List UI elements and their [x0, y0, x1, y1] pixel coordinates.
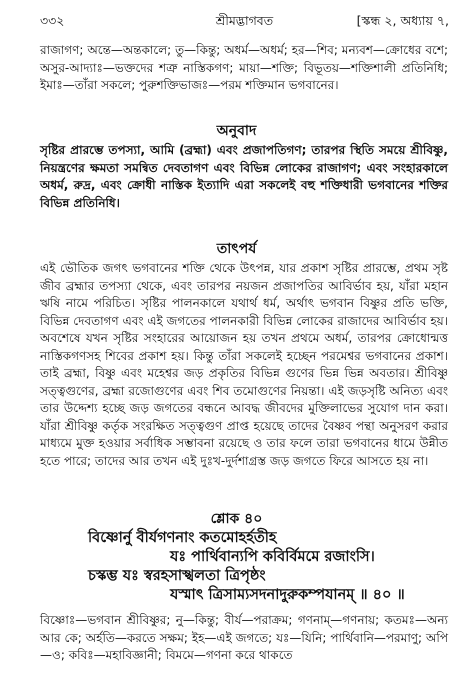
word-meaning-top: রাজাগণ; অন্তে—অন্তকালে; তু—কিন্তু; অধর্ম—অধর্ম; হর—শিব; মন্যবশ—ক্রোধের বশে; অসুর-আদ্যাঃ—ভক্তদের শত্রু নাস্তিকগণ; মায়া—শক্তি; বিভূতয়—শক্তিশালী প্রতিনিধি; ইমাঃ—তাঁরা সকলে; পুরুশক্তিভাজঃ—পরম শক্তিমান ভগবানের।	[40, 43, 448, 92]
word-meaning-bottom: বিষ্ণোঃ—ভগবান শ্রীবিষ্ণুর; নু—কিন্তু; বীর্য—পরাক্রম; গণনাম্—গণনায়; কতমঃ—অন্য আর কে; অর্হতি—করতে সক্ষম; ইহ—এই জগতে; যঃ—যিনি; পার্থিবানি—পরমাণু; অপি—ও; কবিঃ—মহাবিজ্ঞানী; বিমমে—গণনা করে থাকতে	[40, 613, 448, 662]
book-title: শ্রীমদ্ভাগবত	[215, 13, 274, 28]
translation-text: সৃষ্টির প্রারম্ভে তপস্যা, আমি (ব্রহ্মা) এবং প্রজাপতিগণ; তারপর স্থিতি সময়ে শ্রীবিষ্ণু, নিয়ন্ত্রণের ক্ষমতা সমন্বিত দেবতাগণ এবং বিভিন্ন লোকের রাজাগণ; এবং সংহারকালে অধর্ম, রুদ্র, এবং ক্রোধী নাস্তিক ইত্যাদি এরা সকলেই বহু শক্তিধারী ভগবানের শক্তির বিভিন্ন প্রতিনিধি।	[40, 143, 448, 210]
verse-heading: শ্লোক ৪০	[210, 511, 263, 527]
verse-line-2: যঃ পার্থিবান্যপি কবির্বিমমে রজাংসি।	[170, 549, 375, 565]
purport-text: এই ভৌতিক জগৎ ভগবানের শক্তি থেকে উৎপন্ন, যার প্রকাশ সৃষ্টির প্রারম্ভে, প্রথম সৃষ্ট জীব ব্রহ্মার তপস্যা থেকে, এবং তারপর নয়জন প্রজাপতির আবির্ভাব হয়, যাঁরা মহান ঋষি নামে পরিচিত। সৃষ্টির পালনকালে যথার্থ ধর্ম, অর্থাৎ ভগবান বিষ্ণুর প্রতি ভক্তি, বিভিন্ন দেবতাগণ এবং এই জগতের পালনকারী বিভিন্ন লোকের রাজাদের আবির্ভাব হয়। অবশেষে যখন সৃষ্টির সংহারের আয়োজন হয় তখন প্রথমে অধর্ম, তারপর ক্রোধোন্মত্ত নাস্তিকগণসহ শিবের প্রকাশ হয়। কিন্তু তাঁরা সকলেই হচ্ছেন পরমেশ্বর ভগবানের প্রকাশ। তাই ব্রহ্মা, বিষ্ণু এবং মহেশ্বর জড় প্রকৃতির বিভিন্ন গুণের ভিন্ন ভিন্ন অবতার। শ্রীবিষ্ণু সত্ত্বগুণের, ব্রহ্মা রজোগুণের এবং শিব তমোগুণের নিয়ন্তা। এই জড়সৃষ্টি অনিত্য এবং তার উদ্দেশ্য হচ্ছে জড় জগতের বন্ধনে আবদ্ধ জীবদের মুক্তিলাভের সুযোগ দান করা। যাঁরা শ্রীবিষ্ণু কর্তৃক সংরক্ষিত সত্ত্বগুণ প্রাপ্ত হয়েছে তাদের বৈষ্ণব পন্থা অনুসরণ করার মাধ্যমে মুক্ত হওয়ার সর্বাধিক সম্ভাবনা রয়েছে ও তার ফলে তারা ভগবানের ধামে উন্নীত হতে পারে; তাদের আর তখন এই দুঃখ-দুর্দশাগ্রস্ত জড় জগতে ফিরে আসতে হয় না।	[40, 261, 448, 468]
verse-line-3: চস্কম্ভ যঃ স্বরহসাস্খলতা ত্রিপৃষ্ঠং	[88, 568, 266, 584]
page-number: ৩৩২	[40, 13, 65, 28]
purport-heading: তাৎপর্য	[216, 241, 257, 257]
page-header	[40, 12, 449, 34]
verse-line-4: যস্মাৎ ত্রিসাম্যসদনাদুরুকম্পযানম্ ॥ ৪০ ॥	[170, 587, 405, 603]
verse-line-1: বিষ্ণোর্নু বীর্যগণনাং কতমোহর্হতীহ	[88, 530, 277, 546]
chapter-reference: [স্কন্ধ ২, অধ্যায় ৭,	[356, 13, 449, 28]
translation-heading: অনুবাদ	[216, 123, 257, 139]
